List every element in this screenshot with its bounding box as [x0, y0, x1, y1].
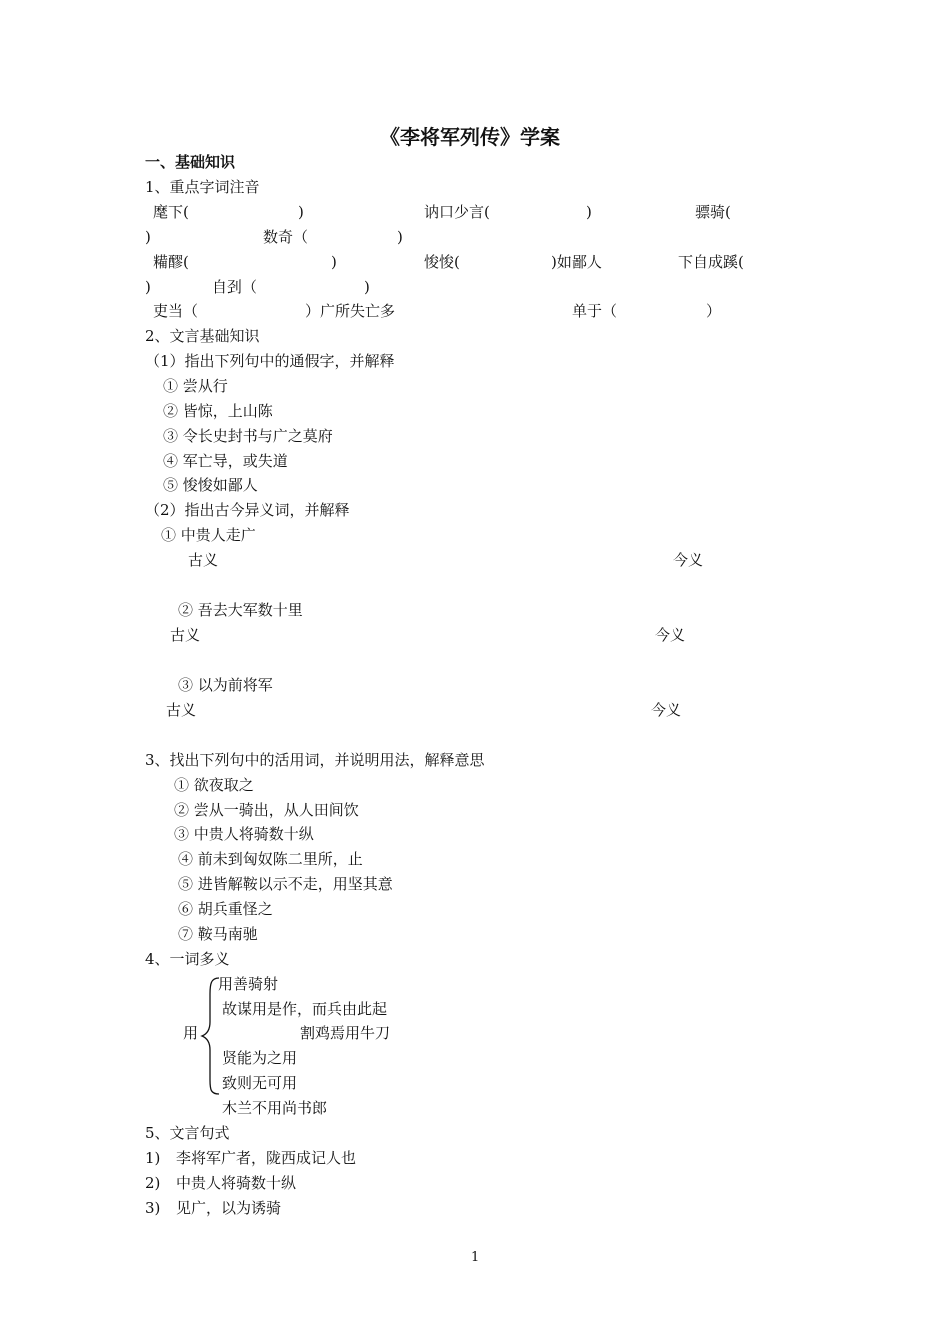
q3-item: ③ 中贵人将骑数十纵	[174, 825, 314, 843]
q1-term: ）广所失亡多	[305, 302, 396, 320]
q1-term: 数奇（	[263, 228, 309, 246]
q2-sub-heading: （1）指出下列句中的通假字，并解释	[145, 352, 395, 370]
q1-paren: )	[298, 203, 304, 221]
q1-paren: )	[397, 228, 403, 246]
q3-item: ② 尝从一骑出，从人田间饮	[174, 801, 359, 819]
q1-paren: ）	[706, 302, 722, 320]
q1-term: 吏当（	[153, 302, 199, 320]
curly-brace-icon	[199, 976, 221, 1096]
old-meaning-label: 古义	[170, 626, 201, 644]
q1-term: 自刭（	[212, 278, 258, 296]
polysemy-item: 故谋用是作，而兵由此起	[222, 1000, 388, 1018]
polysemy-item: 割鸡焉用牛刀	[300, 1024, 391, 1042]
new-meaning-label: 今义	[655, 626, 686, 644]
old-meaning-label: 古义	[188, 551, 219, 569]
polysemy-item: 木兰不用尚书郎	[222, 1099, 328, 1117]
q5-item-number: 3)	[145, 1199, 161, 1217]
new-meaning-label: 今义	[673, 551, 704, 569]
q2-sentence: ① 中贵人走广	[161, 526, 256, 544]
q1-term: 骠骑(	[695, 203, 731, 221]
q1-paren: )	[145, 278, 151, 296]
q3-item: ⑦ 鞍马南驰	[178, 925, 258, 943]
q2-sentence: ② 吾去大军数十里	[178, 601, 303, 619]
polysemy-item: 致则无可用	[222, 1074, 298, 1092]
q1-heading: 1、重点字词注音	[145, 178, 260, 196]
q5-item-text: 中贵人将骑数十纵	[176, 1174, 297, 1192]
q3-item: ④ 前未到匈奴陈二里所，止	[178, 850, 363, 868]
new-meaning-label: 今义	[651, 701, 682, 719]
q3-heading: 3、找出下列句中的活用词，并说明用法，解释意思	[145, 751, 485, 769]
q1-term: 悛悛(	[424, 253, 460, 271]
q1-term: )如鄙人	[551, 253, 602, 271]
q1-term: 麾下(	[153, 203, 189, 221]
old-meaning-label: 古义	[166, 701, 197, 719]
q1-term: 单于（	[572, 302, 618, 320]
q2-item: ③ 令长史封书与广之莫府	[163, 427, 333, 445]
section-heading: 一、基础知识	[145, 153, 236, 171]
polysemy-item: 用善骑射	[218, 975, 279, 993]
q2-item: ① 尝从行	[163, 377, 228, 395]
document-title: 《李将军列传》学案	[380, 125, 560, 149]
q2-sentence: ③ 以为前将军	[178, 676, 273, 694]
q1-term: 糒醪(	[153, 253, 189, 271]
polysemy-word: 用	[183, 1024, 199, 1042]
q1-paren: )	[331, 253, 337, 271]
page-number: 1	[471, 1250, 480, 1265]
q2-item: ② 皆惊，上山陈	[163, 402, 273, 420]
polysemy-item: 贤能为之用	[222, 1049, 298, 1067]
q5-item-text: 李将军广者，陇西成记人也	[176, 1149, 357, 1167]
q1-term: 下自成蹊(	[678, 253, 744, 271]
q3-item: ① 欲夜取之	[174, 776, 254, 794]
q4-heading: 4、一词多义	[145, 950, 230, 968]
q2-sub-heading: （2）指出古今异义词，并解释	[145, 501, 350, 519]
q2-heading: 2、文言基础知识	[145, 327, 260, 345]
q1-paren: )	[364, 278, 370, 296]
q1-paren: )	[586, 203, 592, 221]
q5-item-number: 1)	[145, 1149, 161, 1167]
q3-item: ⑥ 胡兵重怪之	[178, 900, 273, 918]
q2-item: ④ 军亡导，或失道	[163, 452, 288, 470]
q5-item-text: 见广，以为诱骑	[176, 1199, 282, 1217]
q1-paren: )	[145, 228, 151, 246]
q2-item: ⑤ 悛悛如鄙人	[163, 476, 258, 494]
q1-term: 讷口少言(	[424, 203, 490, 221]
q5-item-number: 2)	[145, 1174, 161, 1192]
q3-item: ⑤ 进皆解鞍以示不走，用坚其意	[178, 875, 393, 893]
q5-heading: 5、文言句式	[145, 1124, 230, 1142]
